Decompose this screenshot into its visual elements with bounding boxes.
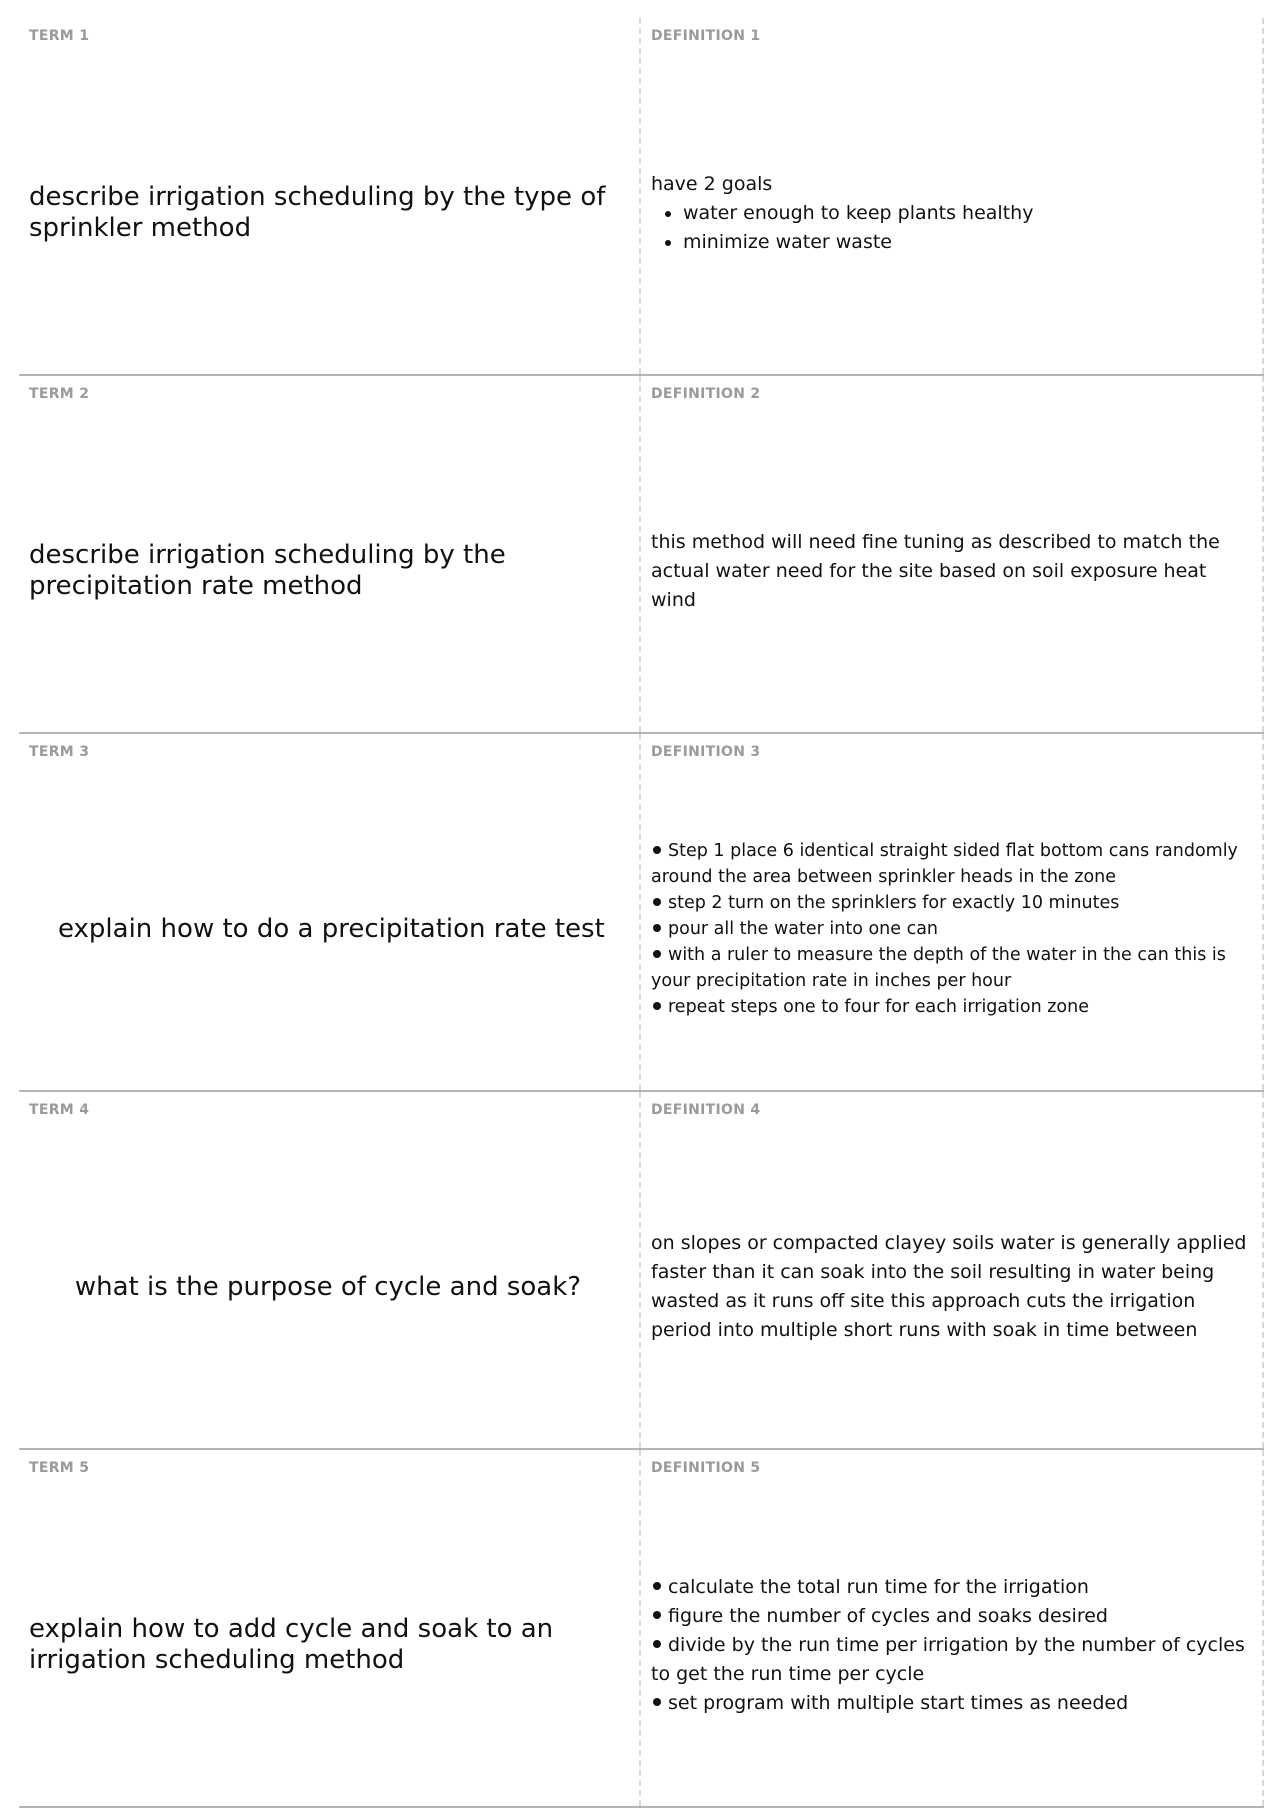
bullet-icon — [653, 1582, 661, 1590]
list-item — [651, 1602, 1250, 1631]
list-item — [651, 1573, 1250, 1602]
list-item-text: step 2 turn on the sprinklers for exactly 10 minutes — [668, 893, 1120, 913]
list-item: • water enough to keep plants healthy — [683, 199, 1033, 228]
definition-label: DEFINITION 3 — [651, 744, 761, 760]
term-body — [29, 1136, 627, 1438]
list-item — [651, 838, 1250, 890]
term-body — [29, 420, 627, 722]
definition-label: DEFINITION 5 — [651, 1460, 761, 1476]
list-item-text: repeat steps one to four for each irrigation zone — [668, 997, 1089, 1017]
list-item-text: with a ruler to measure the depth of the water in the can this is your precipitation rate in inches per hour — [651, 945, 1226, 991]
term-cell-3 — [19, 734, 641, 1090]
bullet-icon — [653, 1640, 661, 1648]
bullet-icon — [653, 1002, 661, 1010]
definition-body — [651, 1494, 1250, 1796]
definition-content — [651, 170, 1033, 257]
definition-cell-5 — [641, 1450, 1264, 1806]
definition-cell-1 — [641, 18, 1264, 374]
list-item — [651, 890, 1250, 916]
list-item: • minimize water waste — [683, 228, 1033, 257]
list-item — [651, 994, 1250, 1020]
term-label: TERM 1 — [29, 28, 90, 44]
definition-content — [651, 1573, 1250, 1718]
term-label: TERM 3 — [29, 744, 90, 760]
card-row-4 — [19, 1092, 1264, 1450]
term-label: TERM 5 — [29, 1460, 90, 1476]
list-item-text: set program with multiple start times as needed — [668, 1691, 1129, 1714]
card-row-2 — [19, 376, 1264, 734]
definition-list — [651, 199, 1033, 257]
card-row-1 — [19, 18, 1264, 376]
list-item-text: Step 1 place 6 identical straight sided flat bottom cans randomly around the area between sprinkler heads in the zone — [651, 841, 1238, 887]
flashcard-sheet — [19, 18, 1264, 1808]
bullet-icon — [653, 898, 661, 906]
list-item — [651, 1631, 1250, 1689]
definition-content — [651, 838, 1250, 1020]
definition-intro: have 2 goals — [651, 172, 773, 195]
term-body — [29, 1494, 627, 1796]
definition-label: DEFINITION 4 — [651, 1102, 761, 1118]
definition-cell-2 — [641, 376, 1264, 732]
term-body — [29, 778, 627, 1080]
card-row-3 — [19, 734, 1264, 1092]
definition-text: this method will need fine tuning as described to match the actual water need for the site based on soil exposure heat wind — [651, 530, 1220, 611]
list-item-text: divide by the run time per irrigation by the number of cycles to get the run time per cycle — [651, 1633, 1245, 1685]
term-cell-2 — [19, 376, 641, 732]
term-label: TERM 4 — [29, 1102, 90, 1118]
bullet-icon — [653, 1611, 661, 1619]
definition-text: on slopes or compacted clayey soils water is generally applied faster than it can soak into the soil resulting in water being wasted as it runs off site this approach cuts the irrigation period into multiple short runs with soak in time between — [651, 1232, 1247, 1341]
definition-label: DEFINITION 2 — [651, 386, 761, 402]
term-cell-5 — [19, 1450, 641, 1806]
bullet-icon — [653, 924, 661, 932]
definition-body — [651, 778, 1250, 1080]
definition-body — [651, 62, 1250, 364]
list-item-text: figure the number of cycles and soaks desired — [668, 1604, 1108, 1627]
bullet-icon — [653, 1698, 661, 1706]
definition-cell-4 — [641, 1092, 1264, 1448]
term-cell-1 — [19, 18, 641, 374]
term-text: explain how to add cycle and soak to an irrigation scheduling method — [29, 1614, 554, 1675]
bullet-icon — [653, 950, 661, 958]
term-cell-4 — [19, 1092, 641, 1448]
term-text: describe irrigation scheduling by the precipitation rate method — [29, 540, 506, 601]
term-text: describe irrigation scheduling by the type of sprinkler method — [29, 182, 606, 243]
term-text: explain how to do a precipitation rate test — [58, 913, 605, 944]
list-item-text: pour all the water into one can — [668, 919, 939, 939]
term-text: what is the purpose of cycle and soak? — [74, 1271, 582, 1302]
term-label: TERM 2 — [29, 386, 90, 402]
card-row-5 — [19, 1450, 1264, 1808]
definition-body — [651, 420, 1250, 722]
definition-body — [651, 1136, 1250, 1438]
list-item — [651, 1689, 1250, 1718]
list-item-text: calculate the total run time for the irrigation — [668, 1575, 1089, 1598]
definition-cell-3 — [641, 734, 1264, 1090]
list-item — [651, 916, 1250, 942]
term-body — [29, 62, 627, 364]
list-item — [651, 942, 1250, 994]
definition-label: DEFINITION 1 — [651, 28, 761, 44]
bullet-icon — [653, 846, 661, 854]
